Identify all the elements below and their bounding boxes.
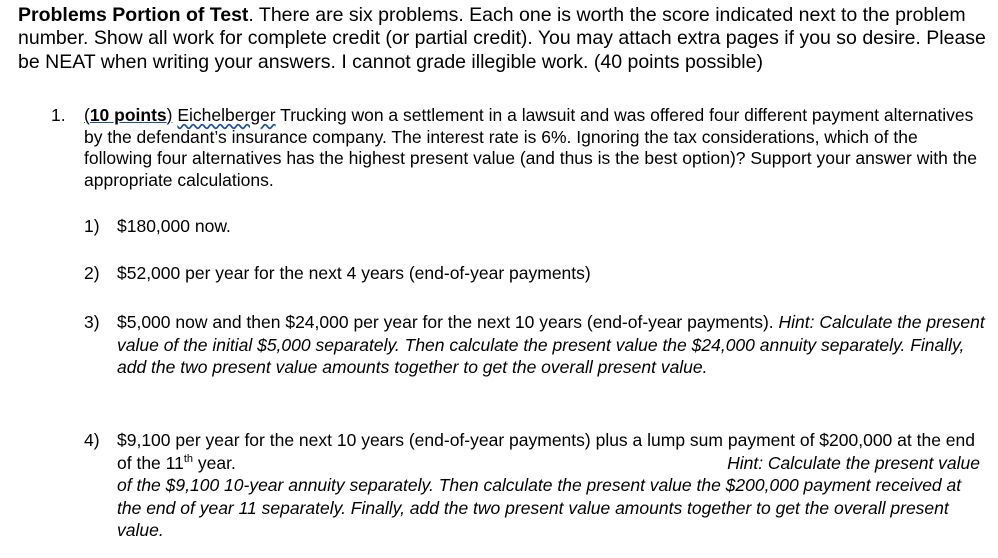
problem-statement <box>84 105 986 192</box>
option-body <box>117 311 988 379</box>
ordinal-suffix: th <box>183 452 194 465</box>
company-name: Eichelberger <box>177 105 276 125</box>
option-3 <box>84 311 988 379</box>
problem-points: 10 points <box>89 105 167 125</box>
option-4 <box>84 429 988 542</box>
instructions-paragraph <box>18 4 990 74</box>
option-number: 2) <box>84 263 100 283</box>
option-text-end: year. <box>193 452 236 473</box>
points-paren-close: ) <box>166 105 173 125</box>
option-hint: of the $9,100 10-year annuity separately. Then calculate the present value the $200,000 payment received at the end of year 11 separately. Finally, add the two present value amounts together to get the overall present value. <box>117 475 962 540</box>
problem-number: 1. <box>51 105 66 125</box>
option-number: 4) <box>84 430 100 450</box>
problem-text: Trucking won a settlement in a lawsuit and was offered four different payment alternatives by the defendant’s insurance company. The interest rate is 6%. Ignoring the tax considerations, which of the following four alternatives has the highest present value (and thus is the best option)? Support your answer with the appropriate calculations. <box>84 105 978 191</box>
instructions-text: . There are six problems. Each one is worth the score indicated next to the problem number. Show all work for complete credit (or partial credit). You may attach extra pages if you so desire. Please be NEAT when writing your answers. I cannot grade illegible work. (40 points possible) <box>18 4 986 73</box>
option-2 <box>84 262 988 285</box>
option-text: $9,100 per year for the next 10 years (end-of-year payments) plus a lump sum payment of $200,000 at the end of the 11 <box>117 430 975 473</box>
option-text: $5,000 now and then $24,000 per year for the next 10 years (end-of-year payments). <box>117 312 774 332</box>
option-text: $180,000 now. <box>117 216 231 236</box>
option-hint-start: Hint: Calculate the present value <box>727 452 980 473</box>
option-body <box>117 429 988 542</box>
instructions-heading: Problems Portion of Test <box>18 4 249 26</box>
option-1 <box>84 215 988 238</box>
problem-1 <box>51 105 986 192</box>
points-paren-open: ( <box>84 105 90 125</box>
option-number: 1) <box>84 216 100 236</box>
option-number: 3) <box>84 312 100 332</box>
option-text: $52,000 per year for the next 4 years (end-of-year payments) <box>117 263 591 283</box>
option-hint: Hint: Calculate the present value of the initial $5,000 separately. Then calculate the present value the $24,000 annuity separately. Finally, add the two present value amounts together to get the overall present value. <box>117 312 985 377</box>
